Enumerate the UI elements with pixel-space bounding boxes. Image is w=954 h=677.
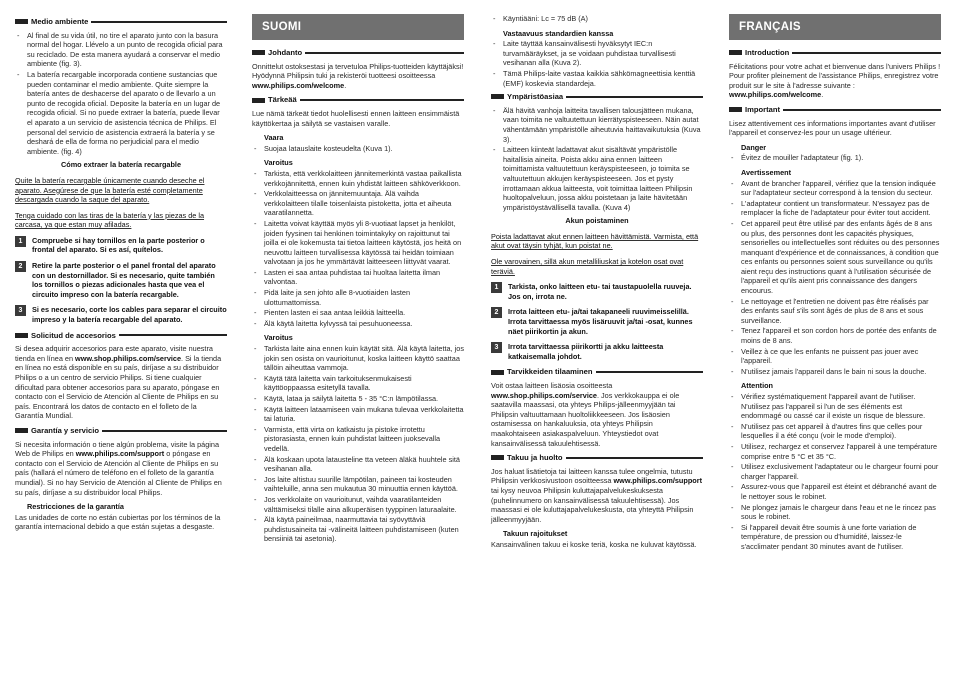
extract-heading: Cómo extraer la batería recargable	[60, 160, 182, 170]
tarkeaa-text: Lue nämä tärkeät tiedot huolellisesti ennen laitteen ensimmäistä käyttökertaa ja säilytä se vastaisen varalle.	[252, 108, 460, 128]
column-suomi-continued	[491, 14, 703, 555]
step-number: 3	[491, 342, 502, 353]
extract-warning: Quite la batería recargable únicamente cuando deseche el aparato. Asegúrese de que la batería esté completamente descargada cuando la saque del aparato.	[15, 175, 205, 205]
list-item: - Pienten lasten ei saa antaa leikkiä laitteella.	[252, 308, 464, 318]
section-title-johdanto: Johdanto	[252, 48, 464, 58]
text: . Jos verkkokauppa ei ole saatavilla maassasi, ota yhteys Philips-jälleenmyyjään tai Philipsin valtuuttamaan huoltoliikkeeseen. Jos lisäosien ostamisessa on hankaluuksia, ota yhteys Philipsin maakohtaiseen asiakaspalveluun. Yhteystiedot ovat kansainvälisessä takuulehtisessä.	[491, 390, 680, 448]
text: .	[821, 90, 824, 100]
list-item: - Käytä, lataa ja säilytä laitetta 5 - 35 °C:n lämpötilassa.	[252, 394, 464, 404]
varoitus2-list	[252, 344, 464, 544]
step-2	[491, 307, 703, 336]
language-banner: FRANÇAIS	[729, 14, 941, 40]
akun-warning: Poista ladattavat akut ennen laitteen hävittämistä. Varmista, että akut ovat täysin tyhjät, kun poistat ne.	[491, 231, 699, 251]
step-number: 2	[491, 307, 502, 318]
vaatimus-title: Vastaavuus standardien kanssa	[503, 28, 614, 38]
list-item: - Suojaa latauslaite kosteudelta (Kuva 1).	[252, 144, 464, 154]
list-item: - Assurez-vous que l'appareil est éteint et débranché avant de le nettoyer sous le robinet.	[729, 482, 941, 501]
text: Si necesita información o tiene algún problema, visite la página Web de Philips en	[15, 439, 220, 459]
support-link[interactable]: www.philips.com/support	[613, 476, 703, 486]
text: o póngase en contacto con el Servicio de Atención al Cliente de Philips en su país (hallará el número de teléfono en el folleto de la garantía mundial). Si no hay Servicio de Atención al Cliente de Philips en su país, diríjase a su distribuidor local Philips.	[15, 449, 222, 497]
medio-list	[15, 31, 227, 157]
list-item: - La batería recargable incorporada contiene sustancias que pueden contaminar el medio ambiente. Quite siempre la batería antes de deshacerse del aparato o de llevarlo a un punto de recogida oficial. Deposite la batería en un lugar de recogida oficial. Si no puede extraer la batería, puede llevar el aparato a un servicio de asistencia técnica de Philips. El personal del servicio de asistencia extraerá la batería y se deshará de ella de forma no perjudicial para el medio ambiente. (fig. 4)	[15, 70, 227, 156]
list-item: - Älä koskaan upota latausteline tta veteen äläkä huuhtele sitä vesihanan alla.	[252, 455, 464, 474]
step-2	[15, 261, 227, 299]
list-item: - Jos verkkolaite on vaurioitunut, vaihda vaaratilanteiden välttämiseksi tilalle aina alkuperäisen tyyppinen laturaalaite.	[252, 495, 464, 514]
text: . Si la tienda en línea no está disponible en su país, diríjase a su distribuidor Philips o a un centro de servicio Philips. Si tiene cualquier dificultad para obtener accesorios para su aparato, póngase en contacto con el Servicio de Atención al Cliente de Philips en su país. Encontrará los datos de contacto en el folleto de la Garantía Mundial.	[15, 353, 222, 421]
list-item: - Tarkista laite aina ennen kuin käytät sitä. Älä käytä laitetta, jos jokin sen osista on vaurioitunut, koska laitteen käyttö saattaa tällöin aiheuttaa vammoja.	[252, 344, 464, 373]
list-item: - Älä käytä laitetta kylvyssä tai pesuhuoneessa.	[252, 319, 464, 329]
danger-title: Danger	[741, 142, 767, 152]
avertissement-title: Avertissement	[741, 167, 792, 177]
akun-warning-sharp: Ole varovainen, sillä akun metalliliuskat ja kotelon osat ovat teräviä.	[491, 257, 684, 276]
list-item: - L'adaptateur contient un transformateur. N'essayez pas de remplacer la fiche de l'adaptateur pour éviter tout accident.	[729, 199, 941, 218]
rajoitukset-text: Kansainvälinen takuu ei koske teriä, koska ne kuluvat käytössä.	[491, 539, 697, 549]
list-item: - Laite täyttää kansainvälisesti hyväksytyt IEC:n turvamääräykset, ja se voidaan puhdistaa turvallisesti vesihanan alla (Kuva 2).	[491, 39, 703, 68]
list-item: - N'utilisez pas cet appareil à d'autres fins que celles pour lesquelles il a été conçu (voir le mode d'emploi).	[729, 422, 941, 441]
column-francais	[729, 14, 941, 556]
rajoitukset-title: Takuun rajoitukset	[503, 529, 568, 539]
shop-link[interactable]: www.shop.philips.com/service	[75, 353, 182, 363]
text: Onnittelut ostoksestasi ja tervetuloa Philips-tuotteiden käyttäjäksi! Hyödynnä Philipsin tuki ja rekisteröi tuotteesi osoitteessa	[252, 61, 464, 81]
list-item: - Laitteen kiinteät ladattavat akut sisältävät ympäristölle haitallisia aineita. Poista akku aina ennen laitteen toimittamista valtuutettuun keräyspisteeseen, jo toimita se valtuutettuun akkujen keräyspisteeseen. Jos et pysty irrottamaan akkua laitteesta, voit toimittaa laitteen Philipsin huoltopalveluun, jossa akku poistetaan ja laite hävitetään ympäristöystävällisellä tavalla. (Kuva 4)	[491, 145, 703, 212]
step-text: Irrota tarvittaessa piirikortti ja akku laitteesta katkaisemalla johdot.	[508, 342, 664, 361]
section-title-tarkeaa: Tärkeää	[252, 95, 464, 105]
step-text: Compruebe si hay tornillos en la parte posterior o frontal del aparato. Si es así, quítelos.	[32, 235, 205, 255]
avertissement-list	[729, 179, 941, 377]
list-item: - Al final de su vida útil, no tire el aparato junto con la basura normal del hogar. Llévelo a un punto de recogida oficial para su reciclado. De esta manera ayudará a conservar el medio ambiente (fig. 3).	[15, 31, 227, 69]
list-item: - Käyntiääni: Lc = 75 dB (A)	[491, 14, 703, 24]
vaara-title: Vaara	[264, 133, 284, 143]
attention-title: Attention	[741, 381, 774, 391]
list-item: - Käytä tätä laitetta vain tarkoituksenmukaisesti käyttöoppaassa esitetyllä tavalla.	[252, 374, 464, 393]
list-item: - Ne plongez jamais le chargeur dans l'eau et ne le rincez pas sous le robinet.	[729, 503, 941, 522]
list-item: - Veillez à ce que les enfants ne puissent pas jouer avec l'appareil.	[729, 347, 941, 366]
tarvike-paragraph	[491, 381, 703, 448]
shop-link[interactable]: www.shop.philips.com/service	[491, 390, 597, 400]
text: Si desea adquirir accesorios para este aparato, visite nuestra tienda en línea en	[15, 344, 213, 363]
intro-paragraph	[729, 62, 941, 100]
text: Voit ostaa laitteen lisäosia osoitteesta	[491, 381, 613, 390]
varoitus-title: Varoitus	[264, 158, 293, 168]
ymparisto-list	[491, 106, 703, 213]
restricciones-title: Restricciones de la garantía	[27, 502, 124, 512]
list-item: - Tenez l'appareil et son cordon hors de portée des enfants de moins de 8 ans.	[729, 326, 941, 345]
section-title-introduction: Introduction	[729, 48, 941, 58]
garantia-paragraph	[15, 440, 227, 498]
language-banner: SUOMI	[252, 14, 464, 40]
attention-list	[729, 392, 941, 552]
list-item: - Évitez de mouiller l'adaptateur (fig. 1).	[729, 153, 941, 163]
list-item: - Lasten ei saa antaa puhdistaa tai huoltaa laitetta ilman valvontaa.	[252, 268, 464, 287]
restricciones-text: Las unidades de corte no están cubiertas por los términos de la garantía internacional debido a que están sujetas a desgaste.	[15, 512, 221, 532]
section-title-takuu: Takuu ja huolto	[491, 453, 703, 463]
step-1	[15, 236, 227, 255]
step-text: Si es necesario, corte los cables para separar el circuito impreso y la batería recargable del aparato.	[32, 305, 227, 325]
johdanto-paragraph	[252, 62, 464, 91]
extract-warning-sharp: Tenga cuidado con las tiras de la batería y las piezas de la carcasa, ya que estan muy afiladas.	[15, 210, 205, 230]
section-title-medio-ambiente: Medio ambiente	[15, 17, 227, 27]
varoitus2-title: Varoitus	[264, 333, 293, 343]
takuu-paragraph	[491, 467, 703, 525]
step-3	[491, 342, 703, 361]
step-text: Tarkista, onko laitteen etu- tai taustapuolella ruuveja. Jos on, irrota ne.	[508, 282, 692, 301]
list-item: - Käytä laitteen lataamiseen vain mukana tulevaa verkkolaitetta tai laturia.	[252, 405, 464, 424]
list-item: - Le nettoyage et l'entretien ne doivent pas être réalisés par des enfants sauf s'ils sont âgés de plus de 8 ans et sous surveillance.	[729, 297, 941, 326]
varoitus-list	[252, 169, 464, 329]
step-1	[491, 282, 703, 301]
column-espanol	[15, 14, 227, 537]
kaynti-list	[491, 14, 703, 24]
step-number: 1	[15, 236, 26, 247]
support-link[interactable]: www.philips.com/support	[75, 449, 165, 459]
vaara-list	[252, 144, 464, 154]
text: Jos haluat lisätietoja tai laitteen kanssa tulee ongelmia, tutustu Philipsin verkkosivustoon osoitteessa	[491, 466, 693, 486]
step-number: 1	[491, 282, 502, 293]
list-item: - Utilisez exclusivement l'adaptateur ou le chargeur fourni pour charger l'appareil.	[729, 462, 941, 481]
list-item: - N'utilisez jamais l'appareil dans le bain ni sous la douche.	[729, 367, 941, 377]
section-title-tarvike: Tarvikkeiden tilaaminen	[491, 367, 703, 377]
welcome-link[interactable]: www.philips.com/welcome	[252, 80, 345, 90]
list-item: - Varmista, että virta on katkaistu ja pistoke irrotettu pistorasiasta, ennen kuin puhdistat laitteen juoksevalla vedellä.	[252, 425, 464, 454]
section-title-important: Important	[729, 105, 941, 115]
text: Félicitations pour votre achat et bienvenue dans l'univers Philips ! Pour profiter pleinement de l'assistance Philips, enregistrez votre produit sur le site à l'adresse suivante :	[729, 61, 941, 90]
vaatimus-list	[491, 39, 703, 88]
list-item: - Pidä laite ja sen johto alle 8-vuotiaiden lasten ulottumattomissa.	[252, 288, 464, 307]
akun-heading: Akun poistaminen	[565, 216, 629, 226]
section-title-garantia: Garantía y servicio	[15, 426, 227, 436]
list-item: - Älä hävitä vanhoja laitteita tavallisen talousjätteen mukana, vaan toimita ne valtuutettuun kierrätyspisteeseen. Näin autat vähentämään ympäristölle aiheutuvia haittavaikutuksia (Kuva 3).	[491, 106, 703, 144]
section-title-ymparisto: Ympäristöasiaa	[491, 92, 703, 102]
important-text: Lisez attentivement ces informations importantes avant d'utiliser l'appareil et conservez-les pour un usage ultérieur.	[729, 118, 936, 138]
step-3	[15, 305, 227, 324]
list-item: - Verkkolaitteessa on jännitemuuntaja. Älä vaihda verkkolaitteen tilalle toisenlaista pistoketta, jotta et aiheuta vaaratilannetta.	[252, 189, 464, 218]
list-item: - Älä käytä paineilmaa, naarmuttavia tai syövyttäviä puhdistusaineita tai -välineitä laitteen puhdistamiseen (kuten bensiiniä tai asetonia).	[252, 515, 464, 544]
column-suomi	[252, 14, 464, 548]
text: tai kysy neuvoa Philipsin kuluttajapalvelukeskuksesta (puhelinnumero on kansainvälisessä takuulehtisessä). Jos maassasi ei ole kuluttajapalvelukeskusta, ota yhteyttä Philipsin jälleenmyyjään.	[491, 485, 694, 524]
list-item: - Tämä Philips-laite vastaa kaikkia sähkömagneettisia kenttiä (EMF) koskevia standardeja.	[491, 69, 703, 88]
text: .	[344, 80, 347, 90]
accesorios-paragraph	[15, 344, 227, 421]
list-item: - Si l'appareil devait être soumis à une forte variation de température, de pression ou d'humidité, laissez-le s'acclimater pendant 30 minutes avant de l'utiliser.	[729, 523, 941, 552]
danger-list	[729, 153, 941, 163]
step-number: 2	[15, 261, 26, 272]
list-item: - Jos laite altistuu suurille lämpötilan, paineen tai kosteuden vaihteluille, anna sen mukautua 30 minuuttia ennen käyttöä.	[252, 475, 464, 494]
list-item: - Vérifiez systématiquement l'appareil avant de l'utiliser. N'utilisez pas l'appareil si l'un de ses éléments est endommagé ou cassé car il existe un risque de blessure.	[729, 392, 941, 421]
section-title-accesorios: Solicitud de accesorios	[15, 331, 227, 341]
list-item: - Laitetta voivat käyttää myös yli 8-vuotiaat lapset ja henkilöt, joiden fyysinen tai henkinen toimintakyky on rajoittunut tai joilla ei ole kokemusta tai tietoa laitteen käytöstä, jos heitä on neuvottu laitteen turvallisessa käytössä tai heidän toimiaan valvotaan ja jos he ymmärtävät laitteeseen liittyvät vaarat.	[252, 219, 464, 267]
step-number: 3	[15, 305, 26, 316]
list-item: - Avant de brancher l'appareil, vérifiez que la tension indiquée sur l'adaptateur secteur correspond à la tension du secteur.	[729, 179, 941, 198]
list-item: - Cet appareil peut être utilisé par des enfants âgés de 8 ans ou plus, des personnes dont les capacités physiques, sensorielles ou intellectuelles sont réduites ou des personnes manquant d'expérience et de connaissances, à condition que ces enfants ou personnes soient sous surveillance ou qu'ils aient reçu des instructions quant à l'utilisation sécurisée de l'appareil et qu'ils aient pris connaissance des dangers encourus.	[729, 219, 941, 296]
list-item: - Tarkista, että verkkolaitteen jännitemerkintä vastaa paikallista verkkojännitettä, ennen kuin yhdistät laitteen sähköverkkoon.	[252, 169, 464, 188]
step-text: Retire la parte posterior o el panel frontal del aparato con un destornillador. Si es necesario, quite también los tornillos o piezas adicionales hasta que vea el circuito impreso con la batería recargable.	[32, 261, 216, 299]
step-text: Irrota laitteen etu- ja/tai takapaneeli ruuvimeisselillä. Irrota tarvittaessa myös lisäruuvit ja/tai -osat, kunnes näet piirikortin ja akun.	[508, 307, 693, 336]
list-item: - Utilisez, rechargez et conservez l'appareil à une température comprise entre 5 °C et 35 °C.	[729, 442, 941, 461]
welcome-link[interactable]: www.philips.com/welcome	[729, 90, 822, 100]
